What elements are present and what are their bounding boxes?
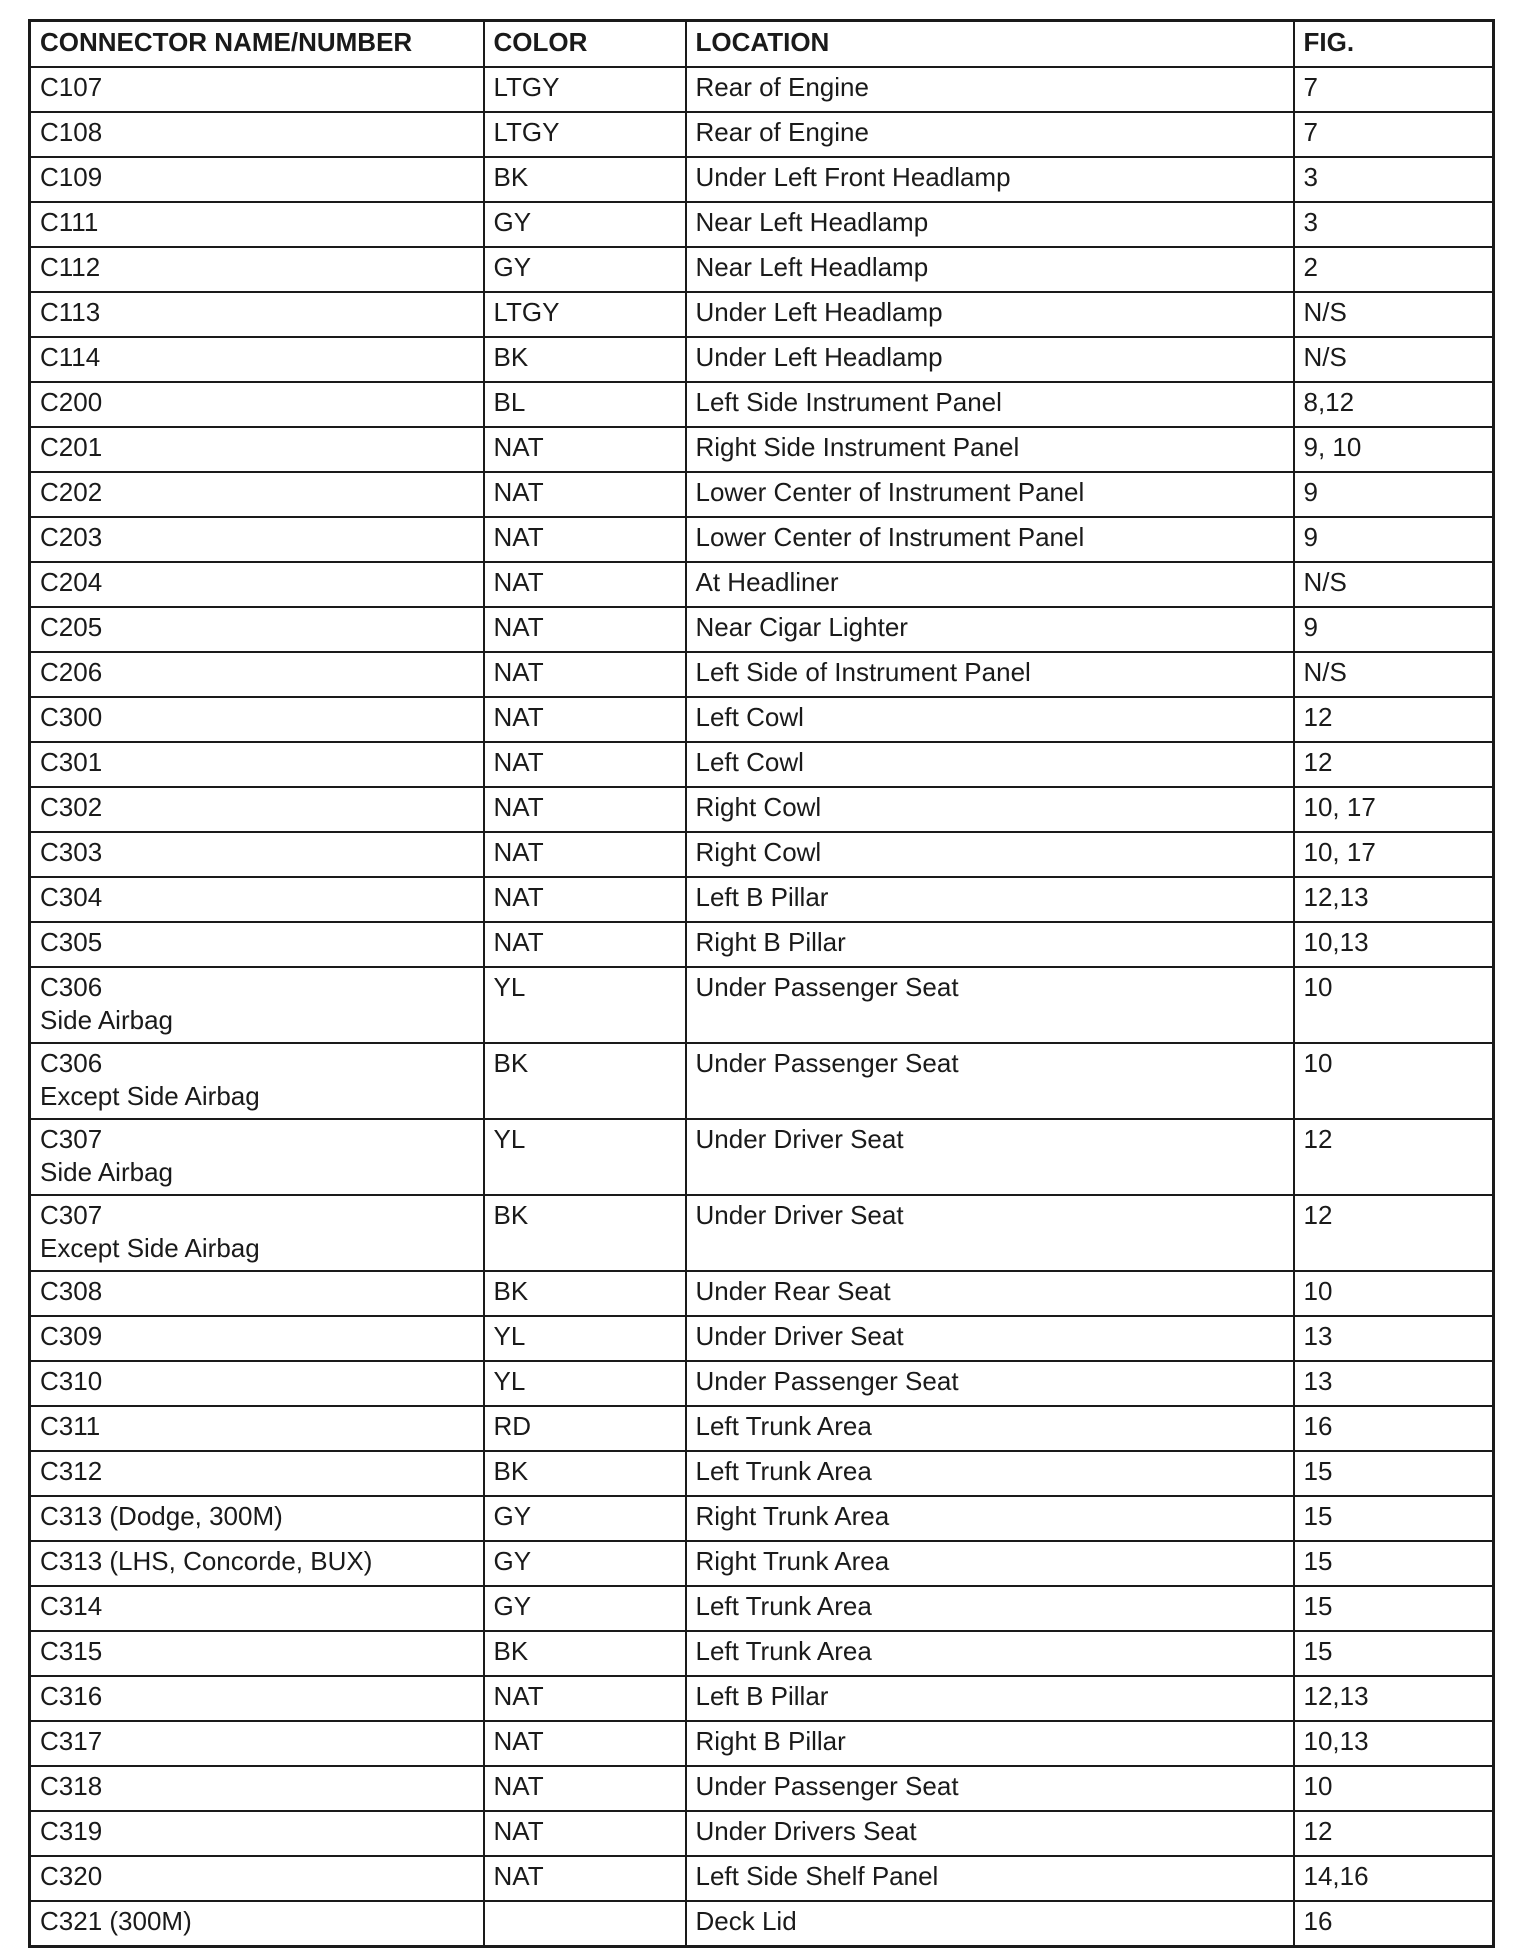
cell-fig: 12 <box>1294 1195 1494 1271</box>
cell-location: At Headliner <box>686 562 1294 607</box>
cell-location: Under Passenger Seat <box>686 967 1294 1043</box>
cell-color: BK <box>484 337 686 382</box>
cell-connector: C205 <box>30 607 484 652</box>
cell-location: Left B Pillar <box>686 1676 1294 1721</box>
cell-color <box>484 1901 686 1947</box>
table-row <box>30 1271 1494 1316</box>
cell-color: NAT <box>484 1856 686 1901</box>
cell-connector: C109 <box>30 157 484 202</box>
table-row <box>30 382 1494 427</box>
table-row <box>30 1496 1494 1541</box>
cell-location: Under Driver Seat <box>686 1195 1294 1271</box>
table-row <box>30 1043 1494 1119</box>
table-header-row <box>30 21 1494 68</box>
cell-location: Lower Center of Instrument Panel <box>686 517 1294 562</box>
table-row <box>30 247 1494 292</box>
cell-connector: C201 <box>30 427 484 472</box>
cell-location: Left Trunk Area <box>686 1451 1294 1496</box>
cell-color: BK <box>484 1451 686 1496</box>
cell-fig: 12 <box>1294 697 1494 742</box>
cell-color: NAT <box>484 922 686 967</box>
cell-fig: 3 <box>1294 202 1494 247</box>
cell-location: Right Trunk Area <box>686 1541 1294 1586</box>
cell-location: Under Driver Seat <box>686 1316 1294 1361</box>
cell-color: LTGY <box>484 292 686 337</box>
cell-color: LTGY <box>484 112 686 157</box>
cell-location: Rear of Engine <box>686 67 1294 112</box>
table-body <box>30 67 1494 1947</box>
cell-connector: C316 <box>30 1676 484 1721</box>
cell-location: Left Trunk Area <box>686 1406 1294 1451</box>
cell-connector: C206 <box>30 652 484 697</box>
cell-location: Under Drivers Seat <box>686 1811 1294 1856</box>
cell-location: Right Cowl <box>686 787 1294 832</box>
cell-fig: 14,16 <box>1294 1856 1494 1901</box>
table-row <box>30 922 1494 967</box>
cell-connector: C310 <box>30 1361 484 1406</box>
cell-connector: C114 <box>30 337 484 382</box>
table-row <box>30 1361 1494 1406</box>
cell-location: Under Left Headlamp <box>686 292 1294 337</box>
table-row <box>30 562 1494 607</box>
cell-connector: C306 Except Side Airbag <box>30 1043 484 1119</box>
cell-color: NAT <box>484 427 686 472</box>
cell-connector: C318 <box>30 1766 484 1811</box>
cell-location: Near Left Headlamp <box>686 202 1294 247</box>
cell-color: RD <box>484 1406 686 1451</box>
cell-fig: 3 <box>1294 157 1494 202</box>
cell-color: NAT <box>484 517 686 562</box>
cell-color: NAT <box>484 832 686 877</box>
cell-color: BK <box>484 157 686 202</box>
cell-location: Left Trunk Area <box>686 1631 1294 1676</box>
cell-color: BK <box>484 1631 686 1676</box>
table-row <box>30 742 1494 787</box>
cell-connector: C313 (LHS, Concorde, BUX) <box>30 1541 484 1586</box>
cell-color: NAT <box>484 877 686 922</box>
cell-fig: 15 <box>1294 1631 1494 1676</box>
table-row <box>30 1856 1494 1901</box>
cell-connector: C107 <box>30 67 484 112</box>
cell-location: Lower Center of Instrument Panel <box>686 472 1294 517</box>
table-row <box>30 1195 1494 1271</box>
cell-color: GY <box>484 247 686 292</box>
table-row <box>30 877 1494 922</box>
cell-color: NAT <box>484 607 686 652</box>
table-row <box>30 1316 1494 1361</box>
cell-color: NAT <box>484 1721 686 1766</box>
table-row <box>30 1451 1494 1496</box>
cell-location: Near Left Headlamp <box>686 247 1294 292</box>
cell-color: YL <box>484 1361 686 1406</box>
header-connector: CONNECTOR NAME/NUMBER <box>30 21 484 68</box>
cell-location: Near Cigar Lighter <box>686 607 1294 652</box>
cell-fig: 10 <box>1294 1766 1494 1811</box>
connector-location-table <box>28 19 1495 1948</box>
cell-location: Under Passenger Seat <box>686 1766 1294 1811</box>
cell-connector: C307 Except Side Airbag <box>30 1195 484 1271</box>
cell-location: Rear of Engine <box>686 112 1294 157</box>
cell-fig: 15 <box>1294 1586 1494 1631</box>
cell-fig: 12 <box>1294 742 1494 787</box>
cell-location: Left Side Shelf Panel <box>686 1856 1294 1901</box>
cell-fig: N/S <box>1294 292 1494 337</box>
cell-color: YL <box>484 1119 686 1195</box>
cell-fig: 10,13 <box>1294 1721 1494 1766</box>
cell-connector: C304 <box>30 877 484 922</box>
cell-color: NAT <box>484 697 686 742</box>
cell-connector: C315 <box>30 1631 484 1676</box>
cell-fig: 10 <box>1294 967 1494 1043</box>
cell-location: Left B Pillar <box>686 877 1294 922</box>
cell-fig: 15 <box>1294 1451 1494 1496</box>
cell-connector: C303 <box>30 832 484 877</box>
cell-fig: 12,13 <box>1294 877 1494 922</box>
cell-connector: C306 Side Airbag <box>30 967 484 1043</box>
cell-fig: 12 <box>1294 1119 1494 1195</box>
cell-location: Right Trunk Area <box>686 1496 1294 1541</box>
cell-color: GY <box>484 1586 686 1631</box>
table-row <box>30 652 1494 697</box>
table-row <box>30 1901 1494 1947</box>
table-row <box>30 67 1494 112</box>
cell-fig: 10, 17 <box>1294 787 1494 832</box>
cell-location: Under Left Headlamp <box>686 337 1294 382</box>
cell-fig: 13 <box>1294 1316 1494 1361</box>
cell-connector: C113 <box>30 292 484 337</box>
cell-fig: 9 <box>1294 517 1494 562</box>
table-row <box>30 967 1494 1043</box>
cell-connector: C200 <box>30 382 484 427</box>
cell-location: Left Side of Instrument Panel <box>686 652 1294 697</box>
table-row <box>30 157 1494 202</box>
cell-location: Right Side Instrument Panel <box>686 427 1294 472</box>
table-row <box>30 427 1494 472</box>
cell-location: Left Trunk Area <box>686 1586 1294 1631</box>
cell-location: Left Side Instrument Panel <box>686 382 1294 427</box>
cell-fig: 7 <box>1294 67 1494 112</box>
cell-connector: C300 <box>30 697 484 742</box>
cell-connector: C314 <box>30 1586 484 1631</box>
cell-fig: 8,12 <box>1294 382 1494 427</box>
table-row <box>30 112 1494 157</box>
cell-fig: 13 <box>1294 1361 1494 1406</box>
table-row <box>30 472 1494 517</box>
cell-connector: C111 <box>30 202 484 247</box>
cell-fig: N/S <box>1294 652 1494 697</box>
cell-connector: C305 <box>30 922 484 967</box>
table-row <box>30 337 1494 382</box>
cell-fig: 15 <box>1294 1541 1494 1586</box>
cell-color: GY <box>484 1496 686 1541</box>
table-row <box>30 1631 1494 1676</box>
cell-color: BK <box>484 1043 686 1119</box>
cell-fig: 10 <box>1294 1043 1494 1119</box>
header-color: COLOR <box>484 21 686 68</box>
cell-location: Right B Pillar <box>686 1721 1294 1766</box>
cell-fig: 10 <box>1294 1271 1494 1316</box>
cell-location: Under Left Front Headlamp <box>686 157 1294 202</box>
cell-location: Deck Lid <box>686 1901 1294 1947</box>
cell-color: GY <box>484 1541 686 1586</box>
cell-location: Under Driver Seat <box>686 1119 1294 1195</box>
cell-fig: 7 <box>1294 112 1494 157</box>
cell-color: LTGY <box>484 67 686 112</box>
cell-fig: 15 <box>1294 1496 1494 1541</box>
cell-fig: 12,13 <box>1294 1676 1494 1721</box>
table-row <box>30 202 1494 247</box>
cell-color: NAT <box>484 742 686 787</box>
cell-fig: 9, 10 <box>1294 427 1494 472</box>
cell-connector: C317 <box>30 1721 484 1766</box>
table-row <box>30 1541 1494 1586</box>
cell-connector: C204 <box>30 562 484 607</box>
cell-connector: C313 (Dodge, 300M) <box>30 1496 484 1541</box>
cell-location: Under Passenger Seat <box>686 1361 1294 1406</box>
cell-connector: C302 <box>30 787 484 832</box>
table-row <box>30 1119 1494 1195</box>
cell-fig: N/S <box>1294 562 1494 607</box>
cell-fig: 9 <box>1294 607 1494 652</box>
cell-color: YL <box>484 1316 686 1361</box>
cell-fig: 12 <box>1294 1811 1494 1856</box>
cell-color: BK <box>484 1271 686 1316</box>
header-fig: FIG. <box>1294 21 1494 68</box>
table-row <box>30 292 1494 337</box>
table-row <box>30 1766 1494 1811</box>
cell-color: NAT <box>484 472 686 517</box>
header-location: LOCATION <box>686 21 1294 68</box>
cell-connector: C301 <box>30 742 484 787</box>
table-row <box>30 1676 1494 1721</box>
cell-connector: C319 <box>30 1811 484 1856</box>
cell-color: NAT <box>484 787 686 832</box>
cell-location: Under Passenger Seat <box>686 1043 1294 1119</box>
cell-connector: C202 <box>30 472 484 517</box>
cell-location: Under Rear Seat <box>686 1271 1294 1316</box>
table-row <box>30 832 1494 877</box>
cell-fig: N/S <box>1294 337 1494 382</box>
table-row <box>30 1721 1494 1766</box>
cell-color: NAT <box>484 562 686 607</box>
cell-connector: C112 <box>30 247 484 292</box>
table-row <box>30 697 1494 742</box>
table-row <box>30 1811 1494 1856</box>
cell-location: Left Cowl <box>686 697 1294 742</box>
cell-color: GY <box>484 202 686 247</box>
cell-color: NAT <box>484 1811 686 1856</box>
cell-fig: 16 <box>1294 1901 1494 1947</box>
cell-fig: 9 <box>1294 472 1494 517</box>
cell-color: NAT <box>484 1676 686 1721</box>
table-row <box>30 1586 1494 1631</box>
cell-fig: 10, 17 <box>1294 832 1494 877</box>
cell-location: Right B Pillar <box>686 922 1294 967</box>
table-row <box>30 787 1494 832</box>
cell-color: BL <box>484 382 686 427</box>
cell-connector: C312 <box>30 1451 484 1496</box>
cell-connector: C321 (300M) <box>30 1901 484 1947</box>
cell-location: Right Cowl <box>686 832 1294 877</box>
cell-color: BK <box>484 1195 686 1271</box>
cell-connector: C108 <box>30 112 484 157</box>
cell-connector: C308 <box>30 1271 484 1316</box>
cell-color: YL <box>484 967 686 1043</box>
cell-connector: C311 <box>30 1406 484 1451</box>
cell-color: NAT <box>484 652 686 697</box>
cell-connector: C320 <box>30 1856 484 1901</box>
cell-location: Left Cowl <box>686 742 1294 787</box>
cell-fig: 10,13 <box>1294 922 1494 967</box>
cell-fig: 2 <box>1294 247 1494 292</box>
cell-connector: C203 <box>30 517 484 562</box>
table-row <box>30 1406 1494 1451</box>
cell-connector: C307 Side Airbag <box>30 1119 484 1195</box>
cell-color: NAT <box>484 1766 686 1811</box>
table-row <box>30 607 1494 652</box>
cell-connector: C309 <box>30 1316 484 1361</box>
cell-fig: 16 <box>1294 1406 1494 1451</box>
table-row <box>30 517 1494 562</box>
